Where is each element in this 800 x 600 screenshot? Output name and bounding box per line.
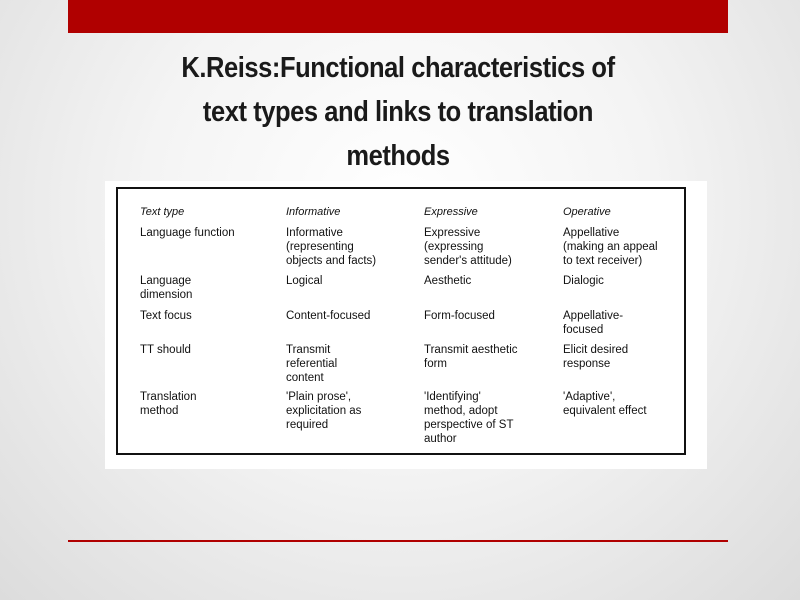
table-row-label: Language dimension: [140, 275, 193, 301]
table-cell: Transmit aesthetic form: [424, 344, 518, 370]
table-cell: 'Identifying' method, adopt perspective of ST author: [424, 391, 514, 445]
table-cell: Content-focused: [286, 310, 371, 322]
table-cell: 'Adaptive', equivalent effect: [563, 391, 647, 417]
table-row-label: Language function: [140, 227, 235, 239]
table-image: [105, 181, 707, 469]
slide-title-line: methods: [346, 140, 450, 172]
bottom-divider: [68, 540, 728, 542]
slide-title: [108, 46, 689, 178]
slide-title-line: text types and links to translation: [202, 96, 594, 128]
table-header-cell: Expressive: [424, 206, 478, 218]
table-cell: Logical: [286, 275, 323, 287]
table-header-cell: Operative: [563, 206, 611, 218]
table-row-label: Text focus: [140, 310, 192, 322]
table-cell: Elicit desired response: [563, 344, 629, 370]
slide-title-line: K.Reiss:Functional characteristics of: [181, 52, 615, 84]
table-row-label: TT should: [140, 344, 191, 356]
table-cell: Transmit referential content: [286, 344, 338, 384]
table-cell: Dialogic: [563, 275, 604, 287]
table-cell: Appellative- focused: [563, 310, 624, 336]
table-frame: [116, 187, 686, 455]
table-cell: Appellative (making an appeal to text receiver): [563, 227, 658, 267]
table-cell: Aesthetic: [424, 275, 472, 287]
table-cell: Form-focused: [424, 310, 495, 322]
table-header-cell: Informative: [286, 206, 341, 218]
table-header-cell: Text type: [140, 206, 185, 218]
top-accent-bar: [68, 0, 728, 33]
table-cell: Expressive (expressing sender's attitude): [424, 227, 512, 267]
table-cell: Informative (representing objects and facts): [286, 227, 377, 267]
table-cell: 'Plain prose', explicitation as required: [286, 391, 362, 431]
table-row-label: Translation method: [140, 391, 197, 417]
